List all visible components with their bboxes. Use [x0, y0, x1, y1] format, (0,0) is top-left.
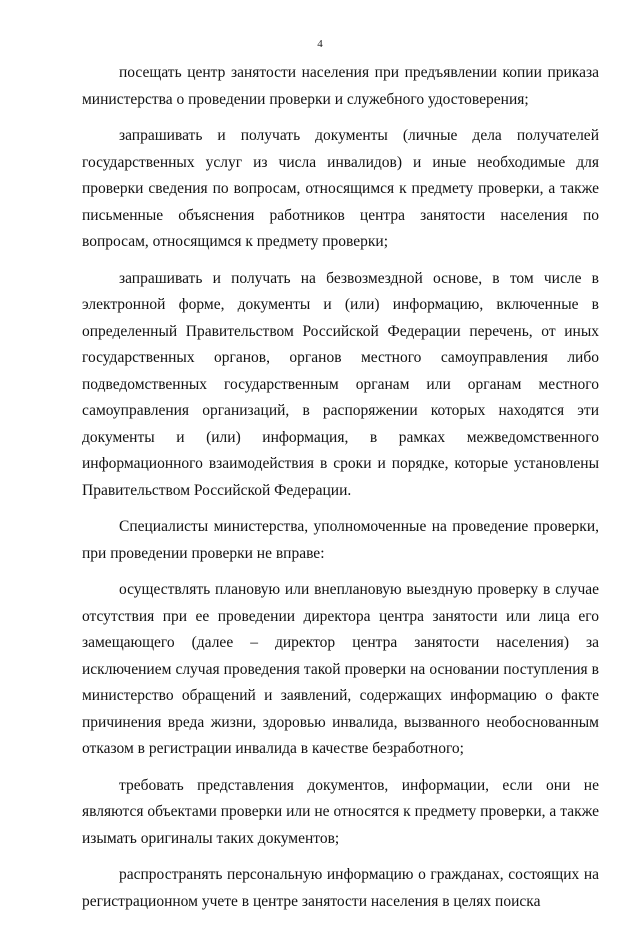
paragraph-distribute-personal-info: распространять персональную информацию о гражданах, состоящих на регистрационном учете в центре занятости населения в целях поиска: [82, 866, 599, 910]
paragraph-conduct-inspection: осуществлять плановую или внеплановую выездную проверку в случае отсутствия при ее проведении директора центра занятости или лица его замещающего (далее – директор центра занятости населения) за исключением случая проведения такой проверки на основании поступления в министерство обращений и заявлений, содержащих информацию о факте причинения вреда жизни, здоровью инвалида, вызванного необоснованным отказом в регистрации инвалида в качестве безработного;: [82, 581, 599, 757]
paragraph-request-free-info: запрашивать и получать на безвозмездной основе, в том числе в электронной форме, документы и (или) информацию, включенные в определенный Правительством Российской Федерации перечень, от иных государственных органов, органов местного самоуправления либо подведомственных государственным органам или органам местного самоуправления организаций, в распоряжении которых находятся эти документы и (или) информация, в рамках межведомственного информационного взаимодействия в сроки и порядке, которые установлены Правительством Российской Федерации.: [82, 269, 599, 499]
document-body: [82, 60, 599, 925]
paragraph-request-documents: запрашивать и получать документы (личные дела получателей государственных услуг из числа инвалидов) и иные необходимые для проверки сведения по вопросам, относящимся к предмету проверки, а также письменные объяснения работников центра занятости населения по вопросам, относящимся к предмету проверки;: [82, 127, 599, 250]
page-number: 4: [317, 38, 323, 50]
paragraph-inspection-visit: посещать центр занятости населения при предъявлении копии приказа министерства о проведении проверки и служебного удостоверения;: [82, 64, 599, 108]
paragraph-specialists-not-entitled: Специалисты министерства, уполномоченные на проведение проверки, при проведении проверки не вправе:: [82, 518, 599, 562]
paragraph-require-documents: требовать представления документов, информации, если они не являются объектами проверки или не относятся к предмету проверки, а также изымать оригиналы таких документов;: [82, 776, 599, 847]
